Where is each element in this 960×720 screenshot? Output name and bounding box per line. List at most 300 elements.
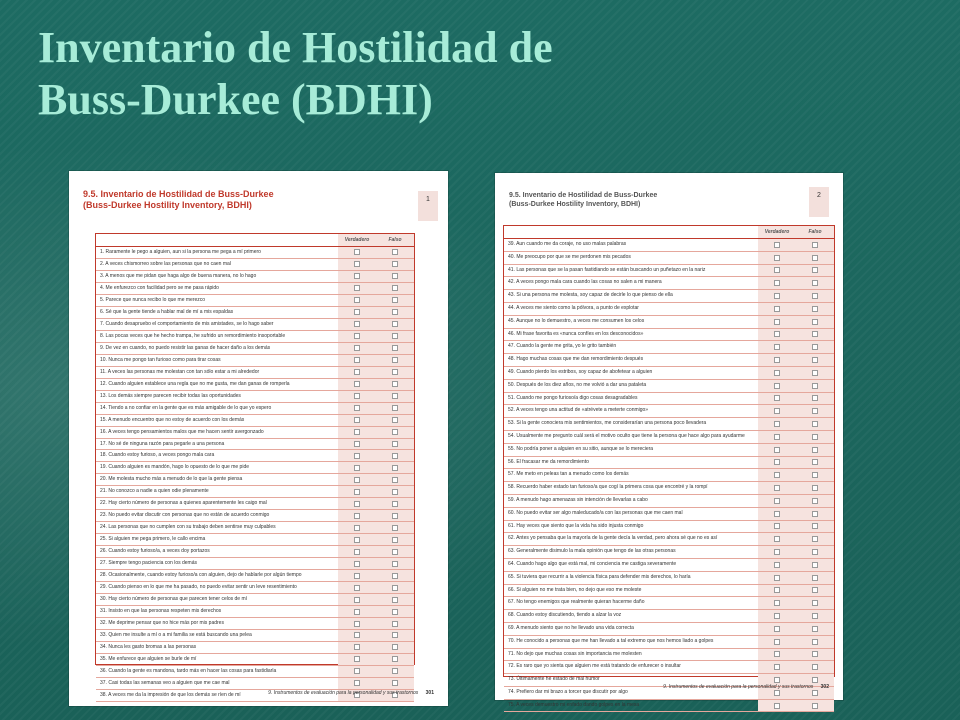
checkbox-false-icon bbox=[812, 306, 818, 312]
checkbox-true-icon bbox=[354, 357, 360, 363]
checkbox-false-icon bbox=[812, 357, 818, 363]
page-1-false-cell bbox=[376, 307, 414, 318]
checkbox-true-icon bbox=[354, 597, 360, 603]
page-2-item-text: 63. Generalmente disimulo la mala opinión que tengo de las otras personas bbox=[508, 548, 676, 555]
page-2-item-text: 65. Si tuviera que recurrir a la violencia física para defender mis derechos, lo haría bbox=[508, 573, 691, 580]
checkbox-false-icon bbox=[812, 383, 818, 389]
page-1-true-cell bbox=[338, 582, 376, 593]
checkbox-false-icon bbox=[812, 536, 818, 542]
page-1-item-text: 27. Siempre tengo paciencia con los demás bbox=[100, 560, 198, 567]
page-1-true-cell bbox=[338, 510, 376, 521]
checkbox-false-icon bbox=[812, 344, 818, 350]
page-1-item-text: 6. Sé que la gente tiende a hablar mal de mí a mis espaldas bbox=[100, 308, 234, 315]
page-1-item-text: 14. Tiendo a no confiar en la gente que es más amigable de lo que yo espero bbox=[100, 404, 272, 411]
checkbox-true-icon bbox=[354, 632, 360, 638]
page-2-item-row bbox=[504, 469, 834, 482]
checkbox-false-icon bbox=[812, 562, 818, 568]
page-1-item-row bbox=[96, 666, 414, 678]
page-1-title-text: Inventario de Hostilidad de Buss-Durkee bbox=[100, 189, 274, 199]
page-2-true-cell bbox=[758, 431, 796, 443]
page-1-false-cell bbox=[376, 259, 414, 270]
page-2-item-text: 59. A menudo hago amenazas sin intención de llevarlas a cabo bbox=[508, 496, 648, 503]
checkbox-false-icon bbox=[392, 680, 398, 686]
page-2-false-cell bbox=[796, 393, 834, 405]
page-1-item-row bbox=[96, 427, 414, 439]
checkbox-false-icon bbox=[392, 573, 398, 579]
page-2-footer bbox=[663, 684, 829, 690]
page-2-true-cell bbox=[758, 623, 796, 635]
page-2-false-cell bbox=[796, 521, 834, 533]
checkbox-false-icon bbox=[392, 632, 398, 638]
page-1-item-text: 12. Cuando alguien establece una regla que no me gusta, me dan ganas de romperla bbox=[100, 380, 290, 387]
checkbox-false-icon bbox=[812, 523, 818, 529]
page-1-false-cell bbox=[376, 618, 414, 629]
page-2-item-text: 45. Aunque no lo demuestro, a veces me consumen los celos bbox=[508, 317, 645, 324]
page-2-false-cell bbox=[796, 239, 834, 251]
page-2-item-text: 44. A veces me siento como la pólvora, a punto de explotar bbox=[508, 304, 639, 311]
page-2-item-row bbox=[504, 367, 834, 380]
page-2-item-text: 62. Antes yo pensaba que la mayoría de la gente decía la verdad, pero ahora sé que no es así bbox=[508, 535, 718, 542]
page-2-false-cell bbox=[796, 546, 834, 558]
checkbox-false-icon bbox=[812, 421, 818, 427]
page-2-header-false: Falso bbox=[796, 226, 834, 238]
slide-title-line-2: Buss-Durkee (BDHI) bbox=[38, 75, 433, 124]
page-2-item-text: 50. Después de los diez años, no me volvió a dar una pataleta bbox=[508, 381, 647, 388]
checkbox-true-icon bbox=[354, 525, 360, 531]
page-2-table-header bbox=[504, 226, 834, 239]
checkbox-true-icon bbox=[354, 668, 360, 674]
page-2-true-cell bbox=[758, 444, 796, 456]
page-1-heading bbox=[83, 189, 408, 211]
checkbox-false-icon bbox=[812, 587, 818, 593]
page-2-true-cell bbox=[758, 418, 796, 430]
page-2-true-cell bbox=[758, 610, 796, 622]
page-2-item-text: 64. Cuando hago algo que está mal, mi conciencia me castiga severamente bbox=[508, 560, 677, 567]
page-2-true-cell bbox=[758, 329, 796, 341]
page-2-false-cell bbox=[796, 341, 834, 353]
page-1-item-row bbox=[96, 618, 414, 630]
page-1-item-text: 24. Las personas que no cumplen con su trabajo deben sentirse muy culpables bbox=[100, 524, 276, 531]
page-2-true-cell bbox=[758, 265, 796, 277]
page-2-true-cell bbox=[758, 482, 796, 494]
page-1-false-cell bbox=[376, 247, 414, 258]
page-1-false-cell bbox=[376, 391, 414, 402]
page-2-item-row bbox=[504, 380, 834, 393]
page-2-true-cell bbox=[758, 316, 796, 328]
page-2-item-row bbox=[504, 636, 834, 649]
page-1-item-text: 7. Cuando desapruebo el comportamiento de mis amistades, se lo hago saber bbox=[100, 320, 274, 327]
page-1-false-cell bbox=[376, 295, 414, 306]
page-1-true-cell bbox=[338, 678, 376, 689]
questionnaire-page-1 bbox=[69, 171, 448, 706]
page-1-item-row bbox=[96, 391, 414, 403]
page-1-footer bbox=[268, 690, 434, 696]
checkbox-true-icon bbox=[774, 485, 780, 491]
checkbox-false-icon bbox=[392, 477, 398, 483]
page-1-true-cell bbox=[338, 295, 376, 306]
page-1-true-cell bbox=[338, 271, 376, 282]
page-1-true-cell bbox=[338, 486, 376, 497]
page-2-item-row bbox=[504, 623, 834, 636]
page-1-item-row bbox=[96, 307, 414, 319]
checkbox-true-icon bbox=[354, 561, 360, 567]
checkbox-true-icon bbox=[774, 331, 780, 337]
page-2-item-row bbox=[504, 303, 834, 316]
checkbox-true-icon bbox=[354, 261, 360, 267]
checkbox-true-icon bbox=[354, 585, 360, 591]
checkbox-false-icon bbox=[812, 703, 818, 709]
checkbox-true-icon bbox=[354, 680, 360, 686]
checkbox-true-icon bbox=[774, 395, 780, 401]
page-2-true-cell bbox=[758, 469, 796, 481]
page-1-false-cell bbox=[376, 379, 414, 390]
page-2-heading bbox=[509, 191, 803, 209]
page-2-true-cell bbox=[758, 495, 796, 507]
page-2-false-cell bbox=[796, 469, 834, 481]
checkbox-false-icon bbox=[392, 489, 398, 495]
checkbox-true-icon bbox=[354, 609, 360, 615]
page-2-false-cell bbox=[796, 431, 834, 443]
checkbox-false-icon bbox=[392, 309, 398, 315]
page-1-item-text: 3. A menos que me pidan que haga algo de buena manera, no lo hago bbox=[100, 272, 257, 279]
page-2-false-cell bbox=[796, 367, 834, 379]
checkbox-true-icon bbox=[354, 644, 360, 650]
checkbox-false-icon bbox=[392, 644, 398, 650]
page-2-item-text: 58. Recuerdo haber estado tan furioso/a que cogí la primera cosa que encontré y la rompí bbox=[508, 484, 708, 491]
checkbox-true-icon bbox=[354, 381, 360, 387]
checkbox-true-icon bbox=[774, 664, 780, 670]
page-1-true-cell bbox=[338, 642, 376, 653]
checkbox-true-icon bbox=[774, 587, 780, 593]
checkbox-true-icon bbox=[774, 383, 780, 389]
checkbox-true-icon bbox=[774, 600, 780, 606]
page-1-item-text: 2. A veces chismorreo sobre las personas que no caen mal bbox=[100, 260, 231, 267]
page-2-item-row bbox=[504, 508, 834, 521]
checkbox-true-icon bbox=[774, 639, 780, 645]
page-1-false-cell bbox=[376, 283, 414, 294]
page-1-title-line-1 bbox=[83, 189, 408, 200]
checkbox-true-icon bbox=[774, 549, 780, 555]
page-1-false-cell bbox=[376, 271, 414, 282]
page-1-section-number: 9.5. bbox=[83, 189, 99, 199]
checkbox-true-icon bbox=[354, 417, 360, 423]
page-1-item-text: 29. Cuando pienso en lo que me ha pasado, no puedo evitar sentir un leve resentimiento bbox=[100, 584, 297, 591]
page-1-false-cell bbox=[376, 678, 414, 689]
page-2-item-text: 74. Prefiero dar mi brazo a torcer que discutir por algo bbox=[508, 688, 628, 695]
checkbox-false-icon bbox=[812, 498, 818, 504]
page-1-header-false: Falso bbox=[376, 234, 414, 246]
page-1-item-text: 18. Cuando estoy furioso, a veces pongo mala cara bbox=[100, 452, 215, 459]
page-2-true-cell bbox=[758, 303, 796, 315]
page-1-false-cell bbox=[376, 319, 414, 330]
page-2-true-cell bbox=[758, 546, 796, 558]
page-2-false-cell bbox=[796, 572, 834, 584]
page-2-item-row bbox=[504, 521, 834, 534]
page-1-item-text: 38. A veces me da la impresión de que los demás se ríen de mí bbox=[100, 691, 241, 698]
page-2-false-cell bbox=[796, 252, 834, 264]
page-1-item-row bbox=[96, 450, 414, 462]
page-2-item-row bbox=[504, 546, 834, 559]
page-2-false-cell bbox=[796, 303, 834, 315]
slide-title bbox=[38, 22, 553, 126]
page-1-item-text: 21. No conozco a nadie a quien odie plenamente bbox=[100, 488, 209, 495]
checkbox-true-icon bbox=[774, 703, 780, 709]
page-2-title-text: Inventario de Hostilidad de Buss-Durkee bbox=[522, 192, 658, 199]
page-2-item-text: 52. A veces tengo una actitud de «atrévete a meterte conmigo» bbox=[508, 407, 649, 414]
checkbox-true-icon bbox=[354, 405, 360, 411]
page-1-item-text: 8. Las pocas veces que he hecho trampa, he sufrido un remordimiento insoportable bbox=[100, 332, 286, 339]
checkbox-false-icon bbox=[812, 242, 818, 248]
checkbox-true-icon bbox=[354, 393, 360, 399]
page-2-true-cell bbox=[758, 367, 796, 379]
page-2-item-text: 55. No podría poner a alguien en su sitio, aunque se lo mereciera bbox=[508, 445, 654, 452]
checkbox-false-icon bbox=[392, 381, 398, 387]
page-1-item-text: 20. Me molesta mucho más a menudo de lo que la gente piensa bbox=[100, 476, 243, 483]
page-1-false-cell bbox=[376, 546, 414, 557]
page-1-item-row bbox=[96, 283, 414, 295]
checkbox-true-icon bbox=[774, 690, 780, 696]
page-1-item-text: 31. Insisto en que las personas respeten mis derechos bbox=[100, 608, 222, 615]
checkbox-false-icon bbox=[392, 609, 398, 615]
page-1-false-cell bbox=[376, 474, 414, 485]
page-1-false-cell bbox=[376, 630, 414, 641]
page-2-badge: 2 bbox=[809, 187, 829, 217]
checkbox-false-icon bbox=[812, 549, 818, 555]
page-1-table-header bbox=[96, 234, 414, 247]
page-2-false-cell bbox=[796, 405, 834, 417]
page-2-true-cell bbox=[758, 252, 796, 264]
page-1-item-text: 32. Me deprime pensar que no hice más por mis padres bbox=[100, 620, 224, 627]
checkbox-true-icon bbox=[774, 562, 780, 568]
page-1-true-cell bbox=[338, 474, 376, 485]
page-1-true-cell bbox=[338, 630, 376, 641]
page-1-item-text: 26. Cuando estoy furioso/a, a veces doy portazos bbox=[100, 548, 210, 555]
page-1-item-row bbox=[96, 498, 414, 510]
page-1-title-line-2: (Buss-Durkee Hostility Inventory, BDHI) bbox=[83, 200, 252, 210]
page-2-false-cell bbox=[796, 265, 834, 277]
page-1-item-row bbox=[96, 570, 414, 582]
page-1-false-cell bbox=[376, 427, 414, 438]
checkbox-true-icon bbox=[774, 319, 780, 325]
page-1-false-cell bbox=[376, 606, 414, 617]
page-1-item-row bbox=[96, 295, 414, 307]
page-2-false-cell bbox=[796, 316, 834, 328]
checkbox-false-icon bbox=[812, 626, 818, 632]
page-1-false-cell bbox=[376, 654, 414, 665]
page-2-item-text: 57. Me meto en peleas tan a menudo como los demás bbox=[508, 471, 629, 478]
page-2-false-cell bbox=[796, 585, 834, 597]
checkbox-true-icon bbox=[354, 273, 360, 279]
checkbox-false-icon bbox=[812, 485, 818, 491]
page-2-false-cell bbox=[796, 559, 834, 571]
page-1-badge: 1 bbox=[418, 191, 438, 221]
page-2-item-text: 66. Si alguien no me trata bien, no dejo que eso me moleste bbox=[508, 586, 642, 593]
page-2-true-cell bbox=[758, 341, 796, 353]
checkbox-true-icon bbox=[774, 434, 780, 440]
page-2-item-row bbox=[504, 585, 834, 598]
page-2-false-cell bbox=[796, 636, 834, 648]
checkbox-false-icon bbox=[392, 656, 398, 662]
page-1-false-cell bbox=[376, 331, 414, 342]
checkbox-false-icon bbox=[392, 273, 398, 279]
page-1-false-cell bbox=[376, 403, 414, 414]
page-2-true-cell bbox=[758, 585, 796, 597]
checkbox-true-icon bbox=[354, 321, 360, 327]
page-1-item-text: 1. Raramente le pego a alguien, aun si la persona me pega a mí primero bbox=[100, 249, 261, 255]
checkbox-true-icon bbox=[354, 549, 360, 555]
page-2-item-text: 48. Hago muchas cosas que me dan remordimiento después bbox=[508, 356, 644, 363]
page-1-true-cell bbox=[338, 367, 376, 378]
page-2-item-text: 73. Últimamente he estado de mal humor bbox=[508, 676, 600, 683]
page-1-true-cell bbox=[338, 462, 376, 473]
checkbox-true-icon bbox=[354, 333, 360, 339]
page-1-false-cell bbox=[376, 594, 414, 605]
page-1-item-text: 15. A menudo encuentro que no estoy de acuerdo con los demás bbox=[100, 416, 245, 423]
page-2-item-row bbox=[504, 393, 834, 406]
checkbox-true-icon bbox=[354, 453, 360, 459]
page-2-item-text: 40. Me preocupo por que se me perdonen mis pecados bbox=[508, 253, 631, 260]
page-1-item-row bbox=[96, 271, 414, 283]
checkbox-false-icon bbox=[812, 613, 818, 619]
page-2-true-cell bbox=[758, 521, 796, 533]
page-1-item-text: 13. Los demás siempre parecen recibir todas las oportunidades bbox=[100, 392, 241, 399]
checkbox-true-icon bbox=[774, 613, 780, 619]
page-1-item-row bbox=[96, 486, 414, 498]
checkbox-false-icon bbox=[392, 501, 398, 507]
checkbox-true-icon bbox=[774, 626, 780, 632]
checkbox-false-icon bbox=[812, 600, 818, 606]
checkbox-false-icon bbox=[812, 434, 818, 440]
page-1-true-cell bbox=[338, 307, 376, 318]
page-1-item-text: 23. No puedo evitar discutir con personas que no están de acuerdo conmigo bbox=[100, 512, 270, 519]
checkbox-false-icon bbox=[392, 405, 398, 411]
page-2-item-row bbox=[504, 329, 834, 342]
slide-title-line-1: Inventario de Hostilidad de bbox=[38, 23, 553, 72]
page-1-true-cell bbox=[338, 498, 376, 509]
checkbox-true-icon bbox=[354, 369, 360, 375]
page-1-item-row bbox=[96, 510, 414, 522]
page-2-item-row bbox=[504, 495, 834, 508]
checkbox-false-icon bbox=[392, 285, 398, 291]
checkbox-false-icon bbox=[812, 280, 818, 286]
page-1-item-text: 34. Nunca les gasto bromas a las personas bbox=[100, 643, 197, 650]
checkbox-true-icon bbox=[774, 575, 780, 581]
page-2-true-cell bbox=[758, 457, 796, 469]
checkbox-false-icon bbox=[812, 267, 818, 273]
page-1-item-row bbox=[96, 379, 414, 391]
checkbox-false-icon bbox=[812, 677, 818, 683]
checkbox-false-icon bbox=[392, 369, 398, 375]
page-2-true-cell bbox=[758, 700, 796, 712]
page-2-false-cell bbox=[796, 623, 834, 635]
page-1-true-cell bbox=[338, 343, 376, 354]
checkbox-false-icon bbox=[392, 621, 398, 627]
checkbox-true-icon bbox=[354, 501, 360, 507]
checkbox-true-icon bbox=[354, 477, 360, 483]
page-2-item-text: 49. Cuando pierdo los estribos, soy capaz de abofetear a alguien bbox=[508, 368, 653, 375]
checkbox-true-icon bbox=[774, 242, 780, 248]
page-2-header-item bbox=[504, 226, 758, 238]
page-2-true-cell bbox=[758, 508, 796, 520]
checkbox-false-icon bbox=[392, 597, 398, 603]
page-1-true-cell bbox=[338, 355, 376, 366]
page-1-true-cell bbox=[338, 522, 376, 533]
page-1-true-cell bbox=[338, 594, 376, 605]
page-2-false-cell bbox=[796, 533, 834, 545]
page-1-item-text: 22. Hay cierto número de personas a quienes aparentemente les caigo mal bbox=[100, 500, 267, 507]
page-1-false-cell bbox=[376, 498, 414, 509]
page-2-true-cell bbox=[758, 405, 796, 417]
page-1-item-row bbox=[96, 247, 414, 259]
page-2-item-row bbox=[504, 572, 834, 585]
checkbox-false-icon bbox=[392, 429, 398, 435]
page-2-item-row bbox=[504, 700, 834, 713]
checkbox-false-icon bbox=[392, 668, 398, 674]
page-2-item-row bbox=[504, 290, 834, 303]
checkbox-true-icon bbox=[774, 536, 780, 542]
page-2-true-cell bbox=[758, 572, 796, 584]
page-2-item-row bbox=[504, 431, 834, 444]
page-2-false-cell bbox=[796, 649, 834, 661]
checkbox-false-icon bbox=[392, 441, 398, 447]
page-1-item-row bbox=[96, 558, 414, 570]
page-1-true-cell bbox=[338, 570, 376, 581]
page-2-false-cell bbox=[796, 380, 834, 392]
page-1-item-text: 25. Si alguien me pega primero, le callo encima bbox=[100, 536, 206, 543]
page-1-header-true: Verdadero bbox=[338, 234, 376, 246]
page-2-item-text: 69. A menudo siento que no he llevado una vida correcta bbox=[508, 624, 634, 631]
page-1-true-cell bbox=[338, 247, 376, 258]
page-1-false-cell bbox=[376, 570, 414, 581]
page-1-true-cell bbox=[338, 319, 376, 330]
checkbox-false-icon bbox=[392, 249, 398, 255]
page-2-item-row bbox=[504, 597, 834, 610]
page-2-section-number: 9.5. bbox=[509, 192, 521, 199]
page-1-item-row bbox=[96, 415, 414, 427]
page-2-true-cell bbox=[758, 277, 796, 289]
page-1-true-cell bbox=[338, 259, 376, 270]
checkbox-true-icon bbox=[774, 651, 780, 657]
page-1-false-cell bbox=[376, 343, 414, 354]
page-1-false-cell bbox=[376, 666, 414, 677]
page-1-item-row bbox=[96, 678, 414, 690]
page-2-false-cell bbox=[796, 418, 834, 430]
page-2-true-cell bbox=[758, 239, 796, 251]
checkbox-false-icon bbox=[812, 395, 818, 401]
page-2-item-row bbox=[504, 649, 834, 662]
checkbox-false-icon bbox=[812, 664, 818, 670]
checkbox-false-icon bbox=[812, 447, 818, 453]
page-1-false-cell bbox=[376, 522, 414, 533]
page-1-footer-text: 9. Instrumentos de evaluación para la personalidad y sus trastornos bbox=[268, 690, 419, 696]
checkbox-false-icon bbox=[812, 331, 818, 337]
page-1-false-cell bbox=[376, 510, 414, 521]
page-1-false-cell bbox=[376, 534, 414, 545]
checkbox-false-icon bbox=[392, 321, 398, 327]
page-2-footer-text: 9. Instrumentos de evaluación para la personalidad y sus trastornos bbox=[663, 684, 814, 690]
page-2-item-row bbox=[504, 252, 834, 265]
page-1-true-cell bbox=[338, 283, 376, 294]
page-1-item-text: 35. Me enfurece que alguien se burle de mí bbox=[100, 655, 197, 662]
page-1-item-row bbox=[96, 439, 414, 451]
page-1-false-cell bbox=[376, 486, 414, 497]
page-2-item-text: 41. Las personas que se la pasan fastidiando se están buscando un puñetazo en la nariz bbox=[508, 266, 706, 273]
page-2-false-cell bbox=[796, 354, 834, 366]
checkbox-true-icon bbox=[774, 421, 780, 427]
page-1-page-number: 301 bbox=[425, 690, 434, 696]
page-2-item-text: 71. No dejo que muchas cosas sin importancia me molesten bbox=[508, 650, 642, 657]
page-2-title-line-2: (Buss-Durkee Hostility Inventory, BDHI) bbox=[509, 201, 641, 208]
